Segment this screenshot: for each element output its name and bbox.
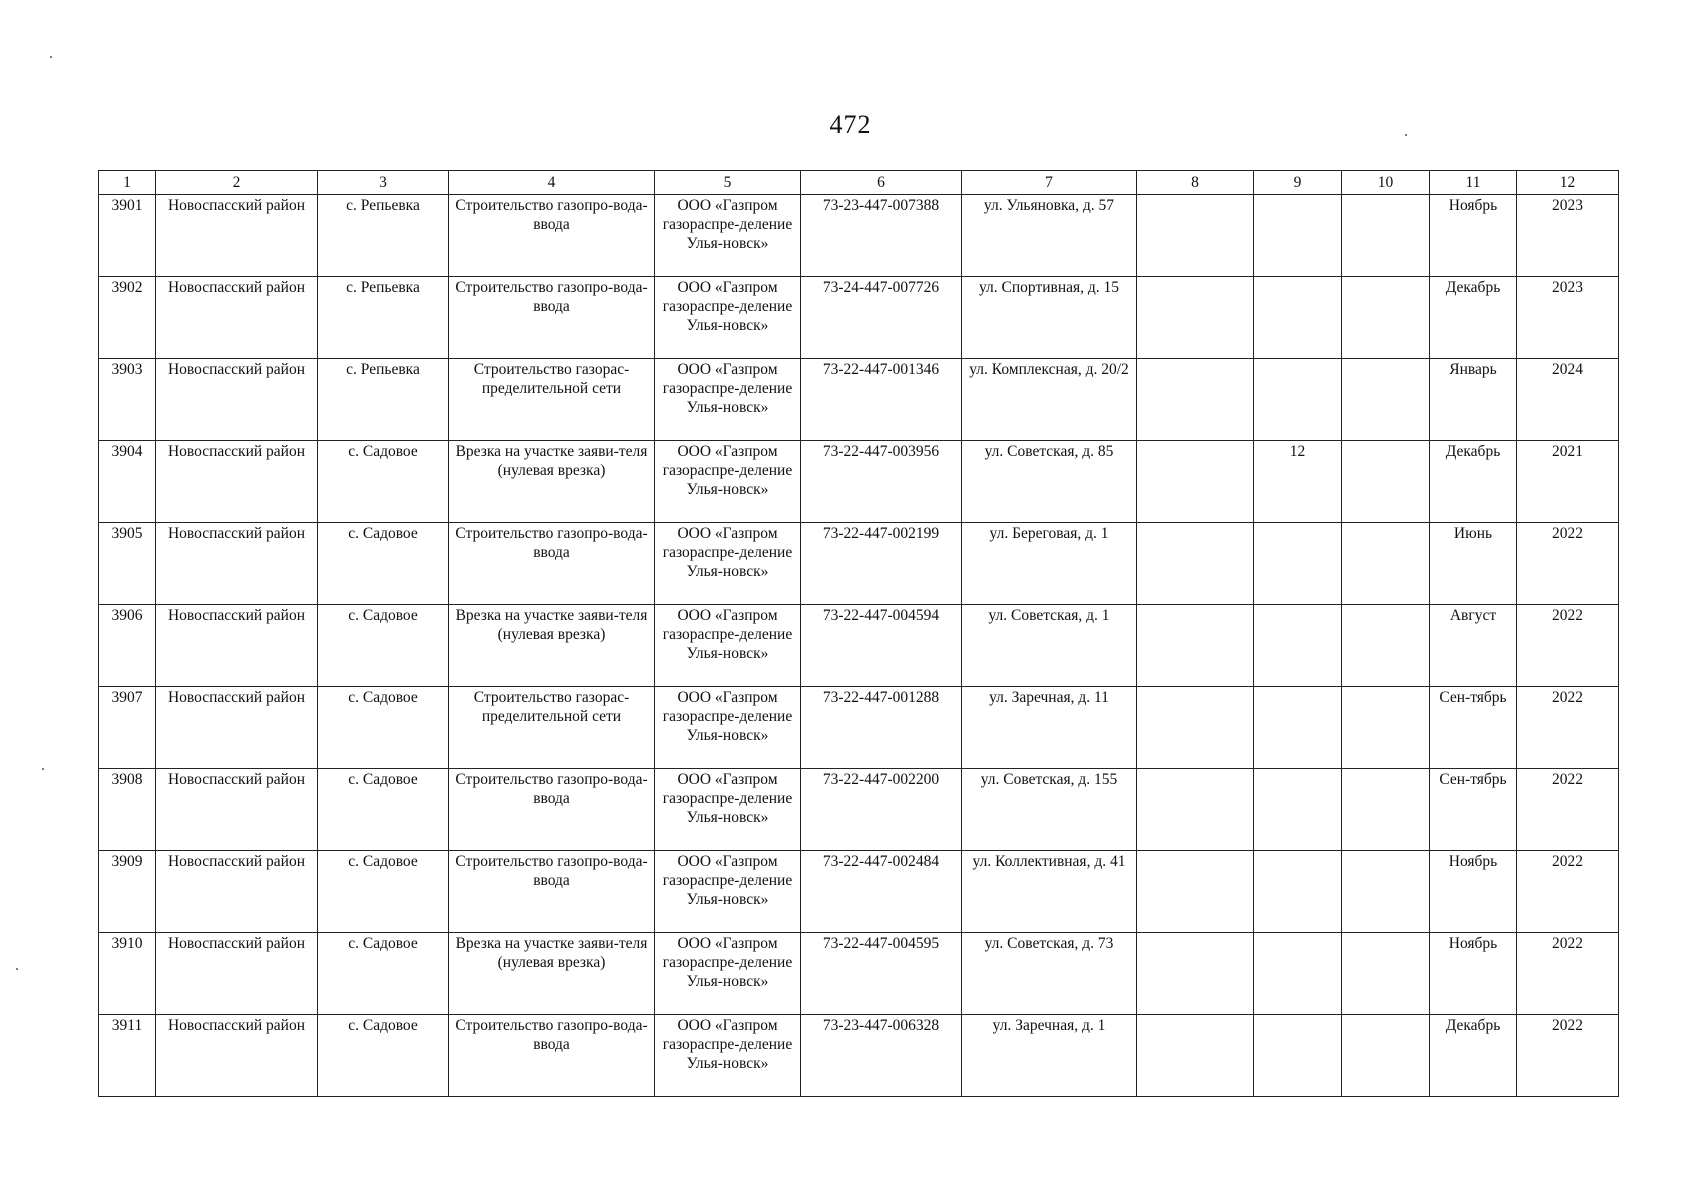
col-9-cell [1254,605,1342,687]
col-request-number-cell: 73-23-447-007388 [801,195,962,277]
table-row [99,523,1619,605]
col-address-cell: ул. Советская, д. 85 [962,441,1137,523]
col-9-cell [1254,933,1342,1015]
col-month-cell: Декабрь [1430,277,1517,359]
column-header-8: 8 [1137,171,1254,195]
col-year-cell: 2024 [1517,359,1619,441]
col-8-cell [1137,359,1254,441]
col-settlement-cell: с. Репьевка [318,195,449,277]
col-district-cell: Новоспасский район [156,523,318,605]
column-header-11: 11 [1430,171,1517,195]
table-body [99,195,1619,1097]
col-district-cell: Новоспасский район [156,195,318,277]
col-number-cell: 3905 [99,523,156,605]
col-10-cell [1342,195,1430,277]
col-number-cell: 3909 [99,851,156,933]
col-settlement-cell: с. Садовое [318,523,449,605]
col-organization-cell: ООО «Газпром газораспре-деление Улья-новск» [655,851,801,933]
col-address-cell: ул. Заречная, д. 11 [962,687,1137,769]
col-10-cell [1342,441,1430,523]
col-year-cell: 2023 [1517,277,1619,359]
col-10-cell [1342,769,1430,851]
col-work-type-cell: Строительство газорас-пределительной сети [449,687,655,769]
col-number-cell: 3902 [99,277,156,359]
col-address-cell: ул. Советская, д. 155 [962,769,1137,851]
col-10-cell [1342,523,1430,605]
col-month-cell: Ноябрь [1430,933,1517,1015]
col-settlement-cell: с. Садовое [318,441,449,523]
col-work-type-cell: Строительство газопро-вода-ввода [449,195,655,277]
col-8-cell [1137,933,1254,1015]
col-request-number-cell: 73-24-447-007726 [801,277,962,359]
col-request-number-cell: 73-22-447-004595 [801,933,962,1015]
col-district-cell: Новоспасский район [156,687,318,769]
col-settlement-cell: с. Садовое [318,769,449,851]
col-9-cell: 12 [1254,441,1342,523]
table-row [99,359,1619,441]
table-header [99,171,1619,195]
table-row [99,277,1619,359]
col-request-number-cell: 73-22-447-002200 [801,769,962,851]
col-9-cell [1254,769,1342,851]
col-request-number-cell: 73-22-447-004594 [801,605,962,687]
col-organization-cell: ООО «Газпром газораспре-деление Улья-новск» [655,933,801,1015]
column-header-4: 4 [449,171,655,195]
col-month-cell: Январь [1430,359,1517,441]
table-row [99,933,1619,1015]
col-8-cell [1137,195,1254,277]
col-organization-cell: ООО «Газпром газораспре-деление Улья-новск» [655,441,801,523]
col-request-number-cell: 73-22-447-003956 [801,441,962,523]
scan-speck [50,56,52,58]
col-request-number-cell: 73-23-447-006328 [801,1015,962,1097]
col-month-cell: Ноябрь [1430,851,1517,933]
column-header-10: 10 [1342,171,1430,195]
col-district-cell: Новоспасский район [156,605,318,687]
column-header-3: 3 [318,171,449,195]
col-8-cell [1137,605,1254,687]
col-year-cell: 2022 [1517,687,1619,769]
col-address-cell: ул. Береговая, д. 1 [962,523,1137,605]
col-district-cell: Новоспасский район [156,851,318,933]
col-number-cell: 3903 [99,359,156,441]
col-organization-cell: ООО «Газпром газораспре-деление Улья-новск» [655,359,801,441]
col-month-cell: Сен-тябрь [1430,687,1517,769]
col-year-cell: 2022 [1517,851,1619,933]
col-month-cell: Ноябрь [1430,195,1517,277]
col-settlement-cell: с. Репьевка [318,359,449,441]
col-8-cell [1137,523,1254,605]
col-request-number-cell: 73-22-447-001288 [801,687,962,769]
col-number-cell: 3904 [99,441,156,523]
scan-speck [42,768,44,770]
col-settlement-cell: с. Садовое [318,1015,449,1097]
col-9-cell [1254,1015,1342,1097]
table-row [99,769,1619,851]
col-8-cell [1137,851,1254,933]
col-organization-cell: ООО «Газпром газораспре-деление Улья-новск» [655,195,801,277]
col-9-cell [1254,195,1342,277]
table-row [99,687,1619,769]
col-10-cell [1342,1015,1430,1097]
page-number: 472 [829,110,872,139]
col-year-cell: 2022 [1517,1015,1619,1097]
scan-speck [16,968,18,970]
col-10-cell [1342,277,1430,359]
col-organization-cell: ООО «Газпром газораспре-деление Улья-новск» [655,277,801,359]
col-number-cell: 3901 [99,195,156,277]
column-header-7: 7 [962,171,1137,195]
col-request-number-cell: 73-22-447-002484 [801,851,962,933]
col-9-cell [1254,851,1342,933]
col-year-cell: 2022 [1517,933,1619,1015]
col-month-cell: Июнь [1430,523,1517,605]
col-10-cell [1342,851,1430,933]
col-number-cell: 3908 [99,769,156,851]
table-row [99,195,1619,277]
column-header-6: 6 [801,171,962,195]
col-month-cell: Сен-тябрь [1430,769,1517,851]
col-number-cell: 3910 [99,933,156,1015]
col-year-cell: 2022 [1517,523,1619,605]
column-header-5: 5 [655,171,801,195]
col-work-type-cell: Строительство газопро-вода-ввода [449,851,655,933]
col-organization-cell: ООО «Газпром газораспре-деление Улья-новск» [655,687,801,769]
col-year-cell: 2021 [1517,441,1619,523]
col-year-cell: 2022 [1517,769,1619,851]
column-header-1: 1 [99,171,156,195]
col-month-cell: Август [1430,605,1517,687]
col-district-cell: Новоспасский район [156,277,318,359]
col-settlement-cell: с. Садовое [318,605,449,687]
col-district-cell: Новоспасский район [156,441,318,523]
col-address-cell: ул. Заречная, д. 1 [962,1015,1137,1097]
col-work-type-cell: Врезка на участке заяви-теля (нулевая врезка) [449,605,655,687]
col-work-type-cell: Строительство газорас-пределительной сети [449,359,655,441]
col-organization-cell: ООО «Газпром газораспре-деление Улья-новск» [655,605,801,687]
col-8-cell [1137,687,1254,769]
col-number-cell: 3906 [99,605,156,687]
table-row [99,605,1619,687]
col-organization-cell: ООО «Газпром газораспре-деление Улья-новск» [655,769,801,851]
col-organization-cell: ООО «Газпром газораспре-деление Улья-новск» [655,523,801,605]
col-9-cell [1254,687,1342,769]
col-8-cell [1137,277,1254,359]
col-work-type-cell: Строительство газопро-вода-ввода [449,769,655,851]
col-address-cell: ул. Спортивная, д. 15 [962,277,1137,359]
col-8-cell [1137,441,1254,523]
col-district-cell: Новоспасский район [156,769,318,851]
col-10-cell [1342,359,1430,441]
col-district-cell: Новоспасский район [156,1015,318,1097]
col-settlement-cell: с. Садовое [318,851,449,933]
col-9-cell [1254,523,1342,605]
col-month-cell: Декабрь [1430,441,1517,523]
col-year-cell: 2022 [1517,605,1619,687]
col-work-type-cell: Строительство газопро-вода-ввода [449,1015,655,1097]
col-work-type-cell: Строительство газопро-вода-ввода [449,523,655,605]
col-8-cell [1137,769,1254,851]
col-request-number-cell: 73-22-447-002199 [801,523,962,605]
table-row [99,441,1619,523]
col-organization-cell: ООО «Газпром газораспре-деление Улья-новск» [655,1015,801,1097]
registry-table [98,170,1619,1097]
col-district-cell: Новоспасский район [156,359,318,441]
col-request-number-cell: 73-22-447-001346 [801,359,962,441]
col-address-cell: ул. Советская, д. 1 [962,605,1137,687]
table-row [99,851,1619,933]
col-settlement-cell: с. Садовое [318,933,449,1015]
col-address-cell: ул. Коллективная, д. 41 [962,851,1137,933]
col-address-cell: ул. Советская, д. 73 [962,933,1137,1015]
col-settlement-cell: с. Садовое [318,687,449,769]
col-year-cell: 2023 [1517,195,1619,277]
col-month-cell: Декабрь [1430,1015,1517,1097]
col-address-cell: ул. Комплексная, д. 20/2 [962,359,1137,441]
col-10-cell [1342,605,1430,687]
column-header-9: 9 [1254,171,1342,195]
col-10-cell [1342,687,1430,769]
scan-speck [1405,134,1407,136]
col-10-cell [1342,933,1430,1015]
col-address-cell: ул. Ульяновка, д. 57 [962,195,1137,277]
col-work-type-cell: Врезка на участке заяви-теля (нулевая врезка) [449,933,655,1015]
table-row [99,1015,1619,1097]
col-number-cell: 3907 [99,687,156,769]
col-settlement-cell: с. Репьевка [318,277,449,359]
col-work-type-cell: Строительство газопро-вода-ввода [449,277,655,359]
column-header-2: 2 [156,171,318,195]
col-work-type-cell: Врезка на участке заяви-теля (нулевая врезка) [449,441,655,523]
col-9-cell [1254,359,1342,441]
col-number-cell: 3911 [99,1015,156,1097]
column-header-12: 12 [1517,171,1619,195]
col-8-cell [1137,1015,1254,1097]
col-district-cell: Новоспасский район [156,933,318,1015]
header-row [99,171,1619,195]
col-9-cell [1254,277,1342,359]
